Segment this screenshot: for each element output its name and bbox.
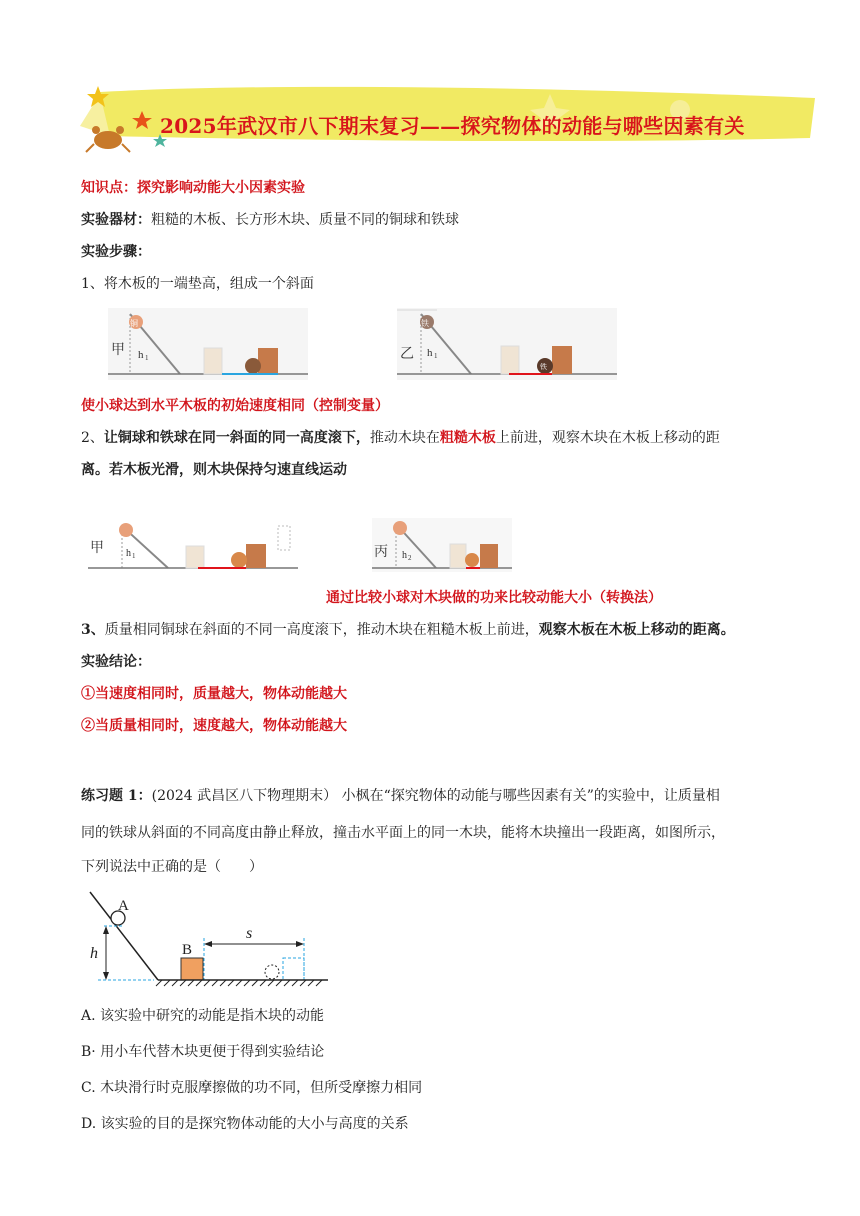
step2-text: 推动木块在 — [369, 430, 440, 446]
height-label: h — [90, 945, 98, 962]
step-1: 1、将木板的一端垫高，组成一个斜面 — [81, 276, 314, 292]
step-2-cont: 离。若木板光滑，则木块保持匀速直线运动 — [81, 462, 347, 478]
figure-2-right — [372, 518, 512, 572]
figure-2-left — [88, 520, 298, 572]
figure-1-left — [108, 308, 308, 380]
conclusion-label: 实验结论： — [81, 654, 151, 670]
ball-label: 铁 — [540, 363, 547, 371]
exercise-line-2: 同的铁球从斜面的不同高度由静止释放，撞击水平面上的同一木块，能将木块撞出一段距离，如图所示， — [81, 825, 725, 841]
point-b-label: B — [182, 942, 193, 958]
equipment-line — [81, 210, 459, 230]
ball-label: 铁 — [421, 319, 429, 328]
knowledge-point: 知识点：探究影响动能大小因素实验 — [81, 180, 305, 196]
step3-text: 质量相同铜球在斜面的不同一高度滚下，推动木块在粗糙木板上前进， — [104, 622, 539, 638]
option-d: D. 该实验的目的是探究物体动能的大小与高度的关系 — [81, 1116, 409, 1132]
step2-number: 2、 — [81, 430, 104, 446]
h-subscript: 2 — [408, 554, 412, 562]
conclusion-2: ②当质量相同时，速度越大，物体动能越大 — [81, 718, 347, 734]
step-3 — [81, 620, 735, 640]
exercise-diagram — [84, 888, 334, 992]
step3-bold: 观察木板在木板上移动的距离。 — [538, 622, 735, 638]
note-conversion-method: 通过比较小球对木块做的功来比较动能大小（转换法） — [326, 590, 662, 606]
step2-bold: 让铜球和铁球在同一斜面的同一高度滚下， — [103, 430, 370, 446]
step-2 — [81, 428, 720, 448]
option-c: C. 木块滑行时克服摩擦做的功不同，但所受摩擦力相同 — [81, 1080, 423, 1096]
exercise-line-1 — [81, 786, 720, 806]
h-label: h — [402, 550, 407, 561]
exercise-label: 练习题 1： — [81, 788, 152, 804]
fig-label-jia: 甲 — [111, 343, 125, 358]
h-label: h — [126, 548, 131, 559]
h-label: h — [138, 349, 144, 361]
note-control-variable: 使小球达到水平木板的初始速度相同（控制变量） — [81, 398, 389, 414]
ball-label: 铜 — [130, 319, 138, 328]
steps-label: 实验步骤： — [81, 244, 151, 260]
point-a-label: A — [118, 898, 129, 914]
step3-number: 3、 — [81, 622, 105, 638]
step2-rough-board: 粗糙木板 — [439, 430, 496, 446]
step2-text-2: 上前进，观察木块在木板上移动的距 — [495, 430, 720, 446]
page-title: 2025年武汉市八下期末复习——探究物体的动能与哪些因素有关 — [160, 114, 745, 138]
fig-label-yi: 乙 — [400, 347, 414, 362]
fig-label-bing: 丙 — [374, 545, 388, 560]
h-label: h — [427, 347, 433, 359]
exercise-line-3: 下列说法中正确的是（ ） — [81, 859, 263, 875]
h-subscript: 1 — [132, 552, 136, 560]
option-a: A. 该实验中研究的动能是指木块的动能 — [81, 1008, 325, 1024]
h-subscript: 1 — [434, 352, 438, 360]
conclusion-1: ①当速度相同时，质量越大，物体动能越大 — [81, 686, 347, 702]
equipment-label: 实验器材： — [81, 212, 151, 228]
fig-label-jia: 甲 — [90, 541, 104, 556]
option-b: B· 用小车代替木块更便于得到实验结论 — [81, 1044, 325, 1060]
figure-1-right — [397, 308, 617, 380]
h-subscript: 1 — [145, 354, 149, 362]
equipment-text: 粗糙的木板、长方形木块、质量不同的铜球和铁球 — [151, 212, 459, 228]
exercise-text: (2024 武昌区八下物理期末） 小枫在“探究物体的动能与哪些因素有关”的实验中，让质量相 — [151, 788, 720, 804]
distance-label: s — [246, 925, 253, 942]
